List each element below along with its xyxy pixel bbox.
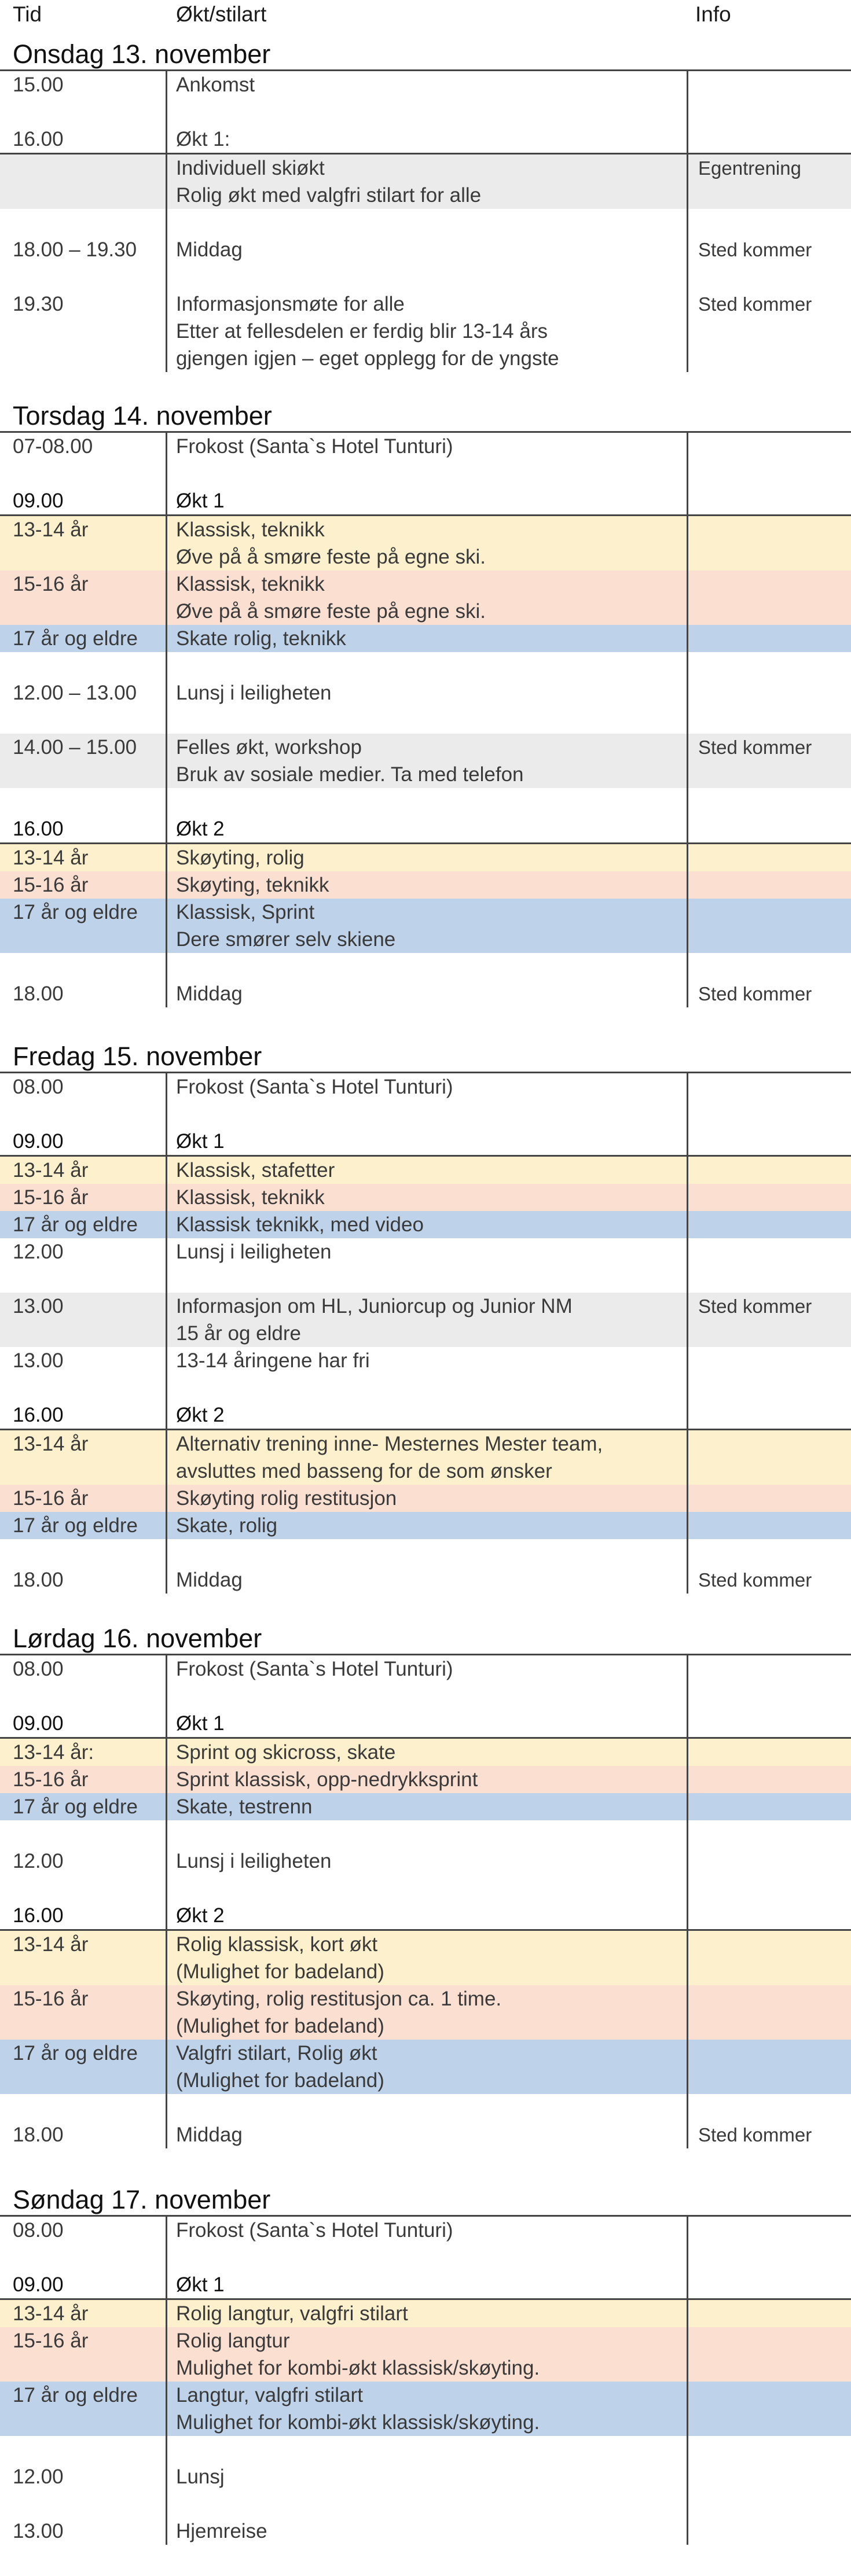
- row-description: [166, 1347, 687, 1374]
- table-row: [0, 290, 851, 372]
- table-row: [0, 1902, 851, 1929]
- row-time: 13-14 år: [13, 518, 89, 541]
- description-line: Økt 1: [176, 490, 225, 512]
- row-time: 13-14 år: [13, 2302, 89, 2325]
- description-line: Alternativ trening inne- Mesternes Mester team,: [176, 1433, 603, 1455]
- row-time: 17 år og eldre: [13, 2042, 138, 2065]
- row-info: [687, 679, 851, 706]
- description-line: Økt 2: [176, 1404, 225, 1426]
- row-time: 12.00: [13, 1850, 64, 1872]
- row-time: 07-08.00: [13, 435, 93, 458]
- row-description: [166, 571, 687, 625]
- table-row: [0, 153, 851, 209]
- row-info: [687, 1902, 851, 1929]
- row-description: [166, 1985, 687, 2040]
- table-row: [0, 1184, 851, 1211]
- description-line: Klassisk, teknikk: [176, 518, 325, 541]
- description-line: Frokost (Santa`s Hotel Tunturi): [176, 1076, 453, 1098]
- row-info: [687, 1128, 851, 1155]
- table-row: [0, 514, 851, 571]
- description-line: Informasjon om HL, Juniorcup og Junior NM: [176, 1295, 573, 1318]
- row-info: Sted kommer: [698, 239, 812, 260]
- row-time: 17 år og eldre: [13, 1213, 138, 1236]
- row-description: [166, 1566, 687, 1594]
- table-row: [0, 571, 851, 625]
- row-info: [687, 2327, 851, 2382]
- row-time: 08.00: [13, 1076, 64, 1098]
- row-info: Sted kommer: [698, 2124, 812, 2146]
- table-row: [0, 1128, 851, 1155]
- row-info: [687, 1184, 851, 1211]
- row-description: [166, 2217, 687, 2244]
- table-row: [0, 1238, 851, 1265]
- table-row: [0, 487, 851, 514]
- table-row: [0, 1512, 851, 1539]
- row-time: 17 år og eldre: [13, 901, 138, 923]
- row-info: [687, 1512, 851, 1539]
- row-time: 09.00: [13, 490, 64, 512]
- day-rows: [0, 1655, 851, 2148]
- description-line: Valgfri stilart, Rolig økt: [176, 2042, 377, 2065]
- day-rows: [0, 433, 851, 1007]
- row-time: 18.00: [13, 1569, 64, 1591]
- row-info: [687, 1793, 851, 1820]
- description-line: Ankomst: [176, 73, 255, 96]
- table-row: [0, 1710, 851, 1737]
- row-info: [687, 1710, 851, 1737]
- description-line: Dere smører selv skiene: [176, 928, 396, 951]
- row-time: 18.00: [13, 982, 64, 1005]
- header-time: Tid: [13, 2, 42, 26]
- row-time: 15-16 år: [13, 2330, 89, 2352]
- description-line: Rolig økt med valgfri stilart for alle: [176, 184, 482, 207]
- row-info: [687, 126, 851, 153]
- row-time: 13-14 år: [13, 1433, 89, 1455]
- description-line: Klassisk, teknikk: [176, 573, 325, 595]
- row-info: [687, 871, 851, 899]
- table-row: [0, 899, 851, 953]
- row-description: [166, 844, 687, 871]
- row-time: 19.30: [13, 293, 64, 315]
- table-row: [0, 1347, 851, 1374]
- table-row: [0, 1293, 851, 1347]
- row-time: 14.00 – 15.00: [13, 736, 137, 759]
- row-info: Sted kommer: [698, 983, 812, 1004]
- row-time: 17 år og eldre: [13, 2384, 138, 2406]
- description-line: Frokost (Santa`s Hotel Tunturi): [176, 1658, 453, 1680]
- row-time: 13.00: [13, 1349, 64, 1372]
- description-line: Økt 1: [176, 1130, 225, 1153]
- description-line: Individuell skiøkt: [176, 157, 325, 179]
- description-line: Lunsj i leiligheten: [176, 1241, 332, 1263]
- row-time: 15-16 år: [13, 573, 89, 595]
- row-time: 08.00: [13, 1658, 64, 1680]
- row-time: 15-16 år: [13, 1186, 89, 1209]
- row-description: [166, 1931, 687, 1985]
- description-line: Middag: [176, 982, 243, 1005]
- description-line: Rolig klassisk, kort økt: [176, 1933, 378, 1956]
- description-line: Frokost (Santa`s Hotel Tunturi): [176, 2219, 453, 2242]
- row-description: [166, 1902, 687, 1929]
- day-title: Søndag 17. november: [0, 2185, 851, 2217]
- row-description: [166, 433, 687, 460]
- table-row: [0, 1211, 851, 1238]
- table-row: [0, 1985, 851, 2040]
- row-info: [687, 1485, 851, 1512]
- table-row: [0, 1848, 851, 1875]
- table-row: [0, 2217, 851, 2244]
- row-time: 13-14 år: [13, 1159, 89, 1182]
- day-section: [0, 39, 851, 372]
- row-info: Sted kommer: [698, 293, 812, 315]
- description-line: Lunsj i leiligheten: [176, 682, 332, 704]
- row-description: [166, 2518, 687, 2545]
- row-description: [166, 1512, 687, 1539]
- description-line: Økt 1: [176, 1712, 225, 1735]
- description-line: Lunsj: [176, 2465, 225, 2488]
- description-line: Skate, testrenn: [176, 1795, 313, 1818]
- description-line: Middag: [176, 1569, 243, 1591]
- row-description: [166, 1184, 687, 1211]
- description-line: Skate rolig, teknikk: [176, 627, 346, 650]
- row-description: [166, 126, 687, 153]
- description-line: Bruk av sosiale medier. Ta med telefon: [176, 763, 524, 786]
- row-info: [687, 1430, 851, 1485]
- row-info: Sted kommer: [698, 1296, 812, 1317]
- description-line: Klassisk, stafetter: [176, 1159, 335, 1182]
- description-line: Skøyting, rolig restitusjon ca. 1 time.: [176, 1988, 502, 2010]
- row-info: [687, 1238, 851, 1265]
- table-row: [0, 236, 851, 263]
- row-description: [166, 625, 687, 652]
- table-row: [0, 1929, 851, 1985]
- row-description: [166, 980, 687, 1007]
- row-description: [166, 871, 687, 899]
- table-row: [0, 734, 851, 788]
- description-line: Økt 1:: [176, 128, 230, 150]
- row-time: 08.00: [13, 2219, 64, 2242]
- row-description: [166, 1211, 687, 1238]
- table-row: [0, 433, 851, 460]
- row-time: 12.00: [13, 2465, 64, 2488]
- row-description: [166, 815, 687, 842]
- day-title: Lørdag 16. november: [0, 1624, 851, 1655]
- row-time: 16.00: [13, 818, 64, 840]
- day-rows: [0, 71, 851, 372]
- table-row: [0, 2271, 851, 2298]
- row-info: Sted kommer: [698, 737, 812, 758]
- row-time: 15-16 år: [13, 1768, 89, 1791]
- description-line: Langtur, valgfri stilart: [176, 2384, 363, 2406]
- description-line: Økt 2: [176, 1904, 225, 1927]
- table-row: [0, 2298, 851, 2327]
- description-line: Middag: [176, 2124, 243, 2146]
- description-line: Rolig langtur, valgfri stilart: [176, 2302, 408, 2325]
- description-line: Hjemreise: [176, 2520, 267, 2542]
- description-line: Informasjonsmøte for alle: [176, 293, 405, 315]
- row-time: 12.00: [13, 1241, 64, 1263]
- header-session: Økt/stilart: [176, 2, 267, 26]
- row-info: [687, 1931, 851, 1985]
- row-description: [166, 734, 687, 788]
- row-info: [687, 2040, 851, 2094]
- row-info: [687, 1655, 851, 1683]
- table-row: [0, 1485, 851, 1512]
- description-line: (Mulighet for badeland): [176, 2015, 384, 2037]
- row-info: [687, 844, 851, 871]
- table-row: [0, 1737, 851, 1766]
- description-line: Rolig langtur: [176, 2330, 290, 2352]
- row-description: [166, 2300, 687, 2327]
- row-info: [687, 2300, 851, 2327]
- row-info: [687, 815, 851, 842]
- row-time: 15-16 år: [13, 1487, 89, 1510]
- row-time: 13-14 år: [13, 1933, 89, 1956]
- description-line: (Mulighet for badeland): [176, 2069, 384, 2092]
- row-time: 13-14 år: [13, 847, 89, 869]
- table-row: [0, 2040, 851, 2094]
- day-rows: [0, 1073, 851, 1594]
- row-info: [687, 2518, 851, 2545]
- table-row: [0, 71, 851, 98]
- row-description: [166, 2040, 687, 2094]
- row-time: 16.00: [13, 1404, 64, 1426]
- row-description: [166, 1739, 687, 1766]
- table-row: [0, 2382, 851, 2436]
- row-info: Egentrening: [698, 157, 801, 179]
- row-description: [166, 1128, 687, 1155]
- day-rows: [0, 2217, 851, 2545]
- row-description: [166, 1655, 687, 1683]
- row-time: 15-16 år: [13, 1988, 89, 2010]
- description-line: Økt 1: [176, 2273, 225, 2296]
- row-description: [166, 1710, 687, 1737]
- day-section: [0, 401, 851, 1007]
- day-section: [0, 1042, 851, 1594]
- row-time: 09.00: [13, 1712, 64, 1735]
- row-time: 18.00: [13, 2124, 64, 2146]
- row-description: [166, 1401, 687, 1429]
- day-section: [0, 2185, 851, 2545]
- table-row: [0, 625, 851, 652]
- row-description: [166, 71, 687, 98]
- table-row: [0, 2121, 851, 2148]
- row-info: [687, 1401, 851, 1429]
- day-title: Fredag 15. november: [0, 1042, 851, 1073]
- description-line: gjengen igjen – eget opplegg for de yngste: [176, 347, 559, 370]
- row-info: [687, 2217, 851, 2244]
- table-row: [0, 842, 851, 871]
- row-info: [687, 487, 851, 514]
- row-time: 16.00: [13, 1904, 64, 1927]
- row-time: 13.00: [13, 2520, 64, 2542]
- row-time: 18.00 – 19.30: [13, 238, 137, 261]
- description-line: Sprint og skicross, skate: [176, 1741, 396, 1764]
- row-time: 16.00: [13, 128, 64, 150]
- row-info: [687, 433, 851, 460]
- row-description: [166, 2327, 687, 2382]
- description-line: Etter at fellesdelen er ferdig blir 13-14 års: [176, 320, 548, 343]
- table-row: [0, 1073, 851, 1101]
- table-row: [0, 1155, 851, 1184]
- description-line: avsluttes med basseng for de som ønsker: [176, 1460, 552, 1482]
- row-description: [166, 516, 687, 571]
- table-row: [0, 2327, 851, 2382]
- description-line: Øve på å smøre feste på egne ski.: [176, 546, 486, 568]
- row-description: [166, 154, 687, 209]
- description-line: 13-14 åringene har fri: [176, 1349, 370, 1372]
- description-line: (Mulighet for badeland): [176, 1960, 384, 1983]
- row-info: [687, 1347, 851, 1374]
- row-time: 17 år og eldre: [13, 1514, 138, 1537]
- description-line: Frokost (Santa`s Hotel Tunturi): [176, 435, 453, 458]
- description-line: Økt 2: [176, 818, 225, 840]
- row-time: 13-14 år:: [13, 1741, 94, 1764]
- row-info: [687, 516, 851, 571]
- row-description: [166, 236, 687, 263]
- description-line: Skate, rolig: [176, 1514, 278, 1537]
- row-info: [687, 71, 851, 98]
- row-info: Sted kommer: [698, 1569, 812, 1591]
- row-info: [687, 1739, 851, 1766]
- row-info: [687, 2271, 851, 2298]
- row-info: [687, 571, 851, 625]
- row-time: 15.00: [13, 73, 64, 96]
- row-info: [687, 2463, 851, 2490]
- row-time: [0, 154, 166, 209]
- row-description: [166, 1485, 687, 1512]
- header-info: Info: [695, 2, 731, 26]
- row-description: [166, 1793, 687, 1820]
- table-row: [0, 1655, 851, 1683]
- row-time: 17 år og eldre: [13, 627, 138, 650]
- row-description: [166, 487, 687, 514]
- row-time: 13.00: [13, 1295, 64, 1318]
- row-info: [687, 1157, 851, 1184]
- row-description: [166, 1238, 687, 1265]
- row-info: [687, 625, 851, 652]
- row-info: [687, 1211, 851, 1238]
- description-line: Klassisk, Sprint: [176, 901, 315, 923]
- row-info: [687, 1073, 851, 1101]
- row-info: [687, 899, 851, 953]
- row-description: [166, 1766, 687, 1793]
- row-description: [166, 2271, 687, 2298]
- row-description: [166, 1430, 687, 1485]
- table-row: [0, 1766, 851, 1793]
- description-line: Mulighet for kombi-økt klassisk/skøyting.: [176, 2411, 540, 2434]
- row-description: [166, 679, 687, 706]
- table-row: [0, 1401, 851, 1429]
- table-row: [0, 980, 851, 1007]
- row-time: 09.00: [13, 2273, 64, 2296]
- description-line: Skøyting rolig restitusjon: [176, 1487, 397, 1510]
- description-line: Øve på å smøre feste på egne ski.: [176, 600, 486, 623]
- table-row: [0, 679, 851, 706]
- description-line: Mulighet for kombi-økt klassisk/skøyting.: [176, 2357, 540, 2379]
- row-description: [166, 1293, 687, 1347]
- table-row: [0, 815, 851, 842]
- day-title: Torsdag 14. november: [0, 401, 851, 433]
- table-row: [0, 2518, 851, 2545]
- row-description: [166, 899, 687, 953]
- row-info: [687, 1848, 851, 1875]
- row-info: [687, 1766, 851, 1793]
- table-row: [0, 1793, 851, 1820]
- description-line: Lunsj i leiligheten: [176, 1850, 332, 1872]
- table-row: [0, 1566, 851, 1594]
- row-description: [166, 290, 687, 372]
- description-line: Sprint klassisk, opp-nedrykksprint: [176, 1768, 478, 1791]
- day-section: [0, 1624, 851, 2148]
- table-row: [0, 1429, 851, 1485]
- description-line: Middag: [176, 238, 243, 261]
- row-description: [166, 1073, 687, 1101]
- row-description: [166, 1848, 687, 1875]
- row-time: 17 år og eldre: [13, 1795, 138, 1818]
- day-title: Onsdag 13. november: [0, 39, 851, 71]
- description-line: 15 år og eldre: [176, 1322, 301, 1345]
- table-header: [0, 0, 851, 32]
- description-line: Skøyting, rolig: [176, 847, 305, 869]
- description-line: Skøyting, teknikk: [176, 874, 329, 896]
- table-row: [0, 871, 851, 899]
- row-info: [687, 1985, 851, 2040]
- row-time: 12.00 – 13.00: [13, 682, 137, 704]
- row-description: [166, 2121, 687, 2148]
- row-description: [166, 1157, 687, 1184]
- row-time: 15-16 år: [13, 874, 89, 896]
- row-description: [166, 2463, 687, 2490]
- row-description: [166, 2382, 687, 2436]
- row-time: 09.00: [13, 1130, 64, 1153]
- row-info: [687, 2382, 851, 2436]
- description-line: Klassisk teknikk, med video: [176, 1213, 424, 1236]
- description-line: Klassisk, teknikk: [176, 1186, 325, 1209]
- description-line: Felles økt, workshop: [176, 736, 362, 759]
- table-row: [0, 2463, 851, 2490]
- table-row: [0, 126, 851, 153]
